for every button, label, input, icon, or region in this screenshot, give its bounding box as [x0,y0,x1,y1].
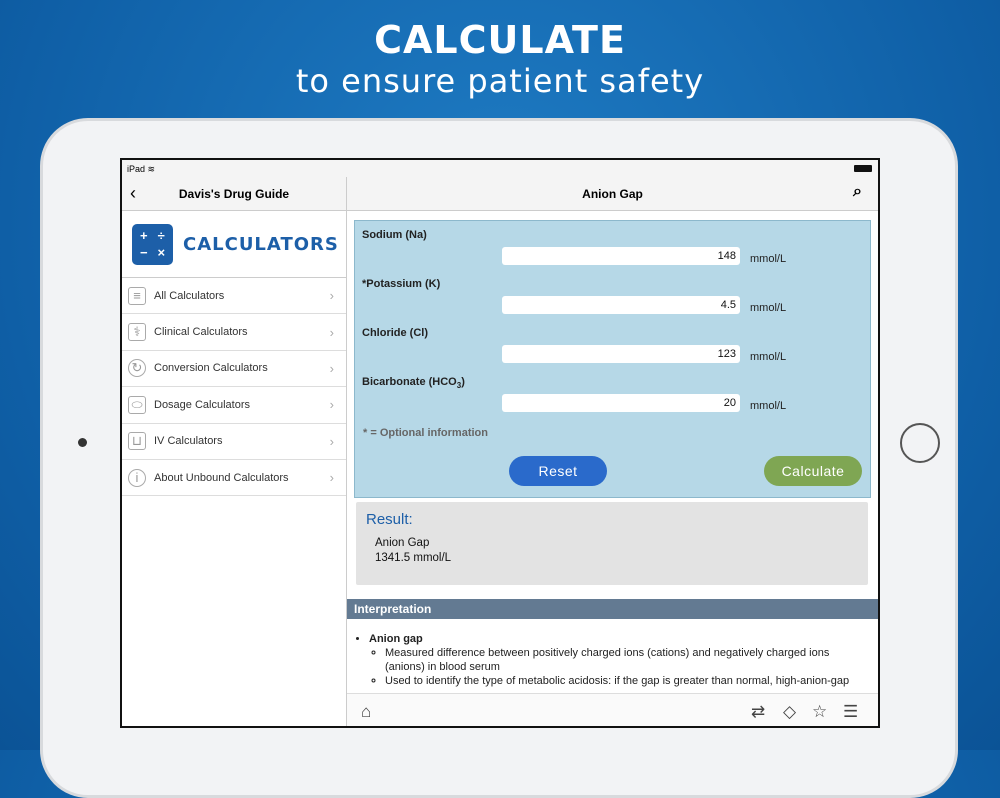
sidebar-item[interactable] [122,460,346,496]
interpretation-text [355,632,870,688]
sidebar-item[interactable] [122,424,346,460]
main-header [347,177,878,211]
chevron-right-icon: › [329,470,334,486]
field-input[interactable]: 123 [502,345,740,363]
sidebar-header [122,177,346,211]
sidebar-item[interactable] [122,314,346,350]
page-title: Anion Gap [582,186,643,201]
back-icon[interactable]: ‹ [130,183,136,203]
star-icon[interactable]: ☆ [812,702,828,721]
stethoscope-icon: ⚕ [128,323,146,341]
home-button[interactable] [900,423,940,463]
swap-icon[interactable]: ⇄ [751,702,766,721]
battery-icon [854,165,872,172]
field-label: Chloride (Cl) [362,327,428,339]
sidebar-item[interactable] [122,278,346,314]
interpretation-header: Interpretation [347,599,878,619]
calculator-icon: + ÷ − × [132,224,173,265]
interpretation-point: ◦ Measured difference between positively charged ions (cations) and negatively charged ions (anions) in blood serum [385,646,870,674]
bottom-toolbar [347,693,878,728]
list-icon: ≡ [128,287,146,305]
field-unit: mmol/L [750,351,787,363]
sidebar-item-label: About Unbound Calculators [154,471,289,484]
hero-subtitle: to ensure patient safety [295,62,705,100]
refresh-icon: ↻ [128,359,146,377]
sidebar-item-label: IV Calculators [154,435,223,448]
result-name: Anion Gap [375,537,430,549]
chevron-right-icon: › [329,288,334,304]
sort-icon[interactable]: ☰ [843,702,859,721]
calculators-logo [122,211,346,278]
sidebar-item[interactable] [122,351,346,387]
sidebar-item-label: Conversion Calculators [154,362,268,375]
chevron-right-icon: › [329,397,334,413]
main-panel [347,177,878,728]
wifi-icon: ≋ [147,164,156,174]
screen [120,158,880,728]
chevron-right-icon: › [329,433,334,449]
field-unit: mmol/L [750,302,787,314]
field-input[interactable]: 148 [502,247,740,265]
sidebar-title: Davis's Drug Guide [178,186,290,201]
optional-note: * = Optional information [363,427,488,439]
sidebar-item[interactable] [122,387,346,423]
field-input[interactable]: 20 [502,394,740,412]
logo-text: CALCULATORS [183,233,339,255]
calculate-button[interactable]: Calculate [764,456,862,486]
field-label: Bicarbonate $(HCO_3)$ [362,376,465,391]
field-label: *Potassium (K) [362,278,441,290]
sidebar-item-label: All Calculators [154,289,225,302]
home-icon[interactable]: ⌂ [361,702,372,721]
field-unit: mmol/L [750,400,787,412]
hero-title: CALCULATE [374,18,626,62]
search-icon[interactable]: ⌕ [853,183,862,200]
camera [78,438,87,447]
result-box [356,502,868,585]
reset-button[interactable]: Reset [509,456,607,486]
chevron-right-icon: › [329,324,334,340]
iv-bag-icon: ⊔ [128,432,146,450]
info-icon: i [128,469,146,487]
sidebar-item-label: Dosage Calculators [154,398,250,411]
field-label: Sodium (Na) [362,229,427,241]
interpretation-term: Anion gap [369,633,423,645]
field-input[interactable]: 4.5 [502,296,740,314]
hero [0,18,1000,100]
field-unit: mmol/L [750,253,787,265]
sidebar-item-label: Clinical Calculators [154,326,248,339]
status-bar [122,160,878,177]
sidebar [122,177,347,728]
pill-icon: ⬭ [128,396,146,414]
result-value: 1341.5 mmol/L [375,552,452,564]
result-title: Result: [366,511,413,528]
chevron-right-icon: › [329,360,334,376]
interpretation-point: ◦ Used to identify the type of metabolic acidosis: if the gap is greater than normal, high-anion-gap [385,674,870,688]
device-label: iPad [127,164,146,174]
calculator-form [354,220,871,498]
tag-icon[interactable]: ◇ [783,702,797,721]
